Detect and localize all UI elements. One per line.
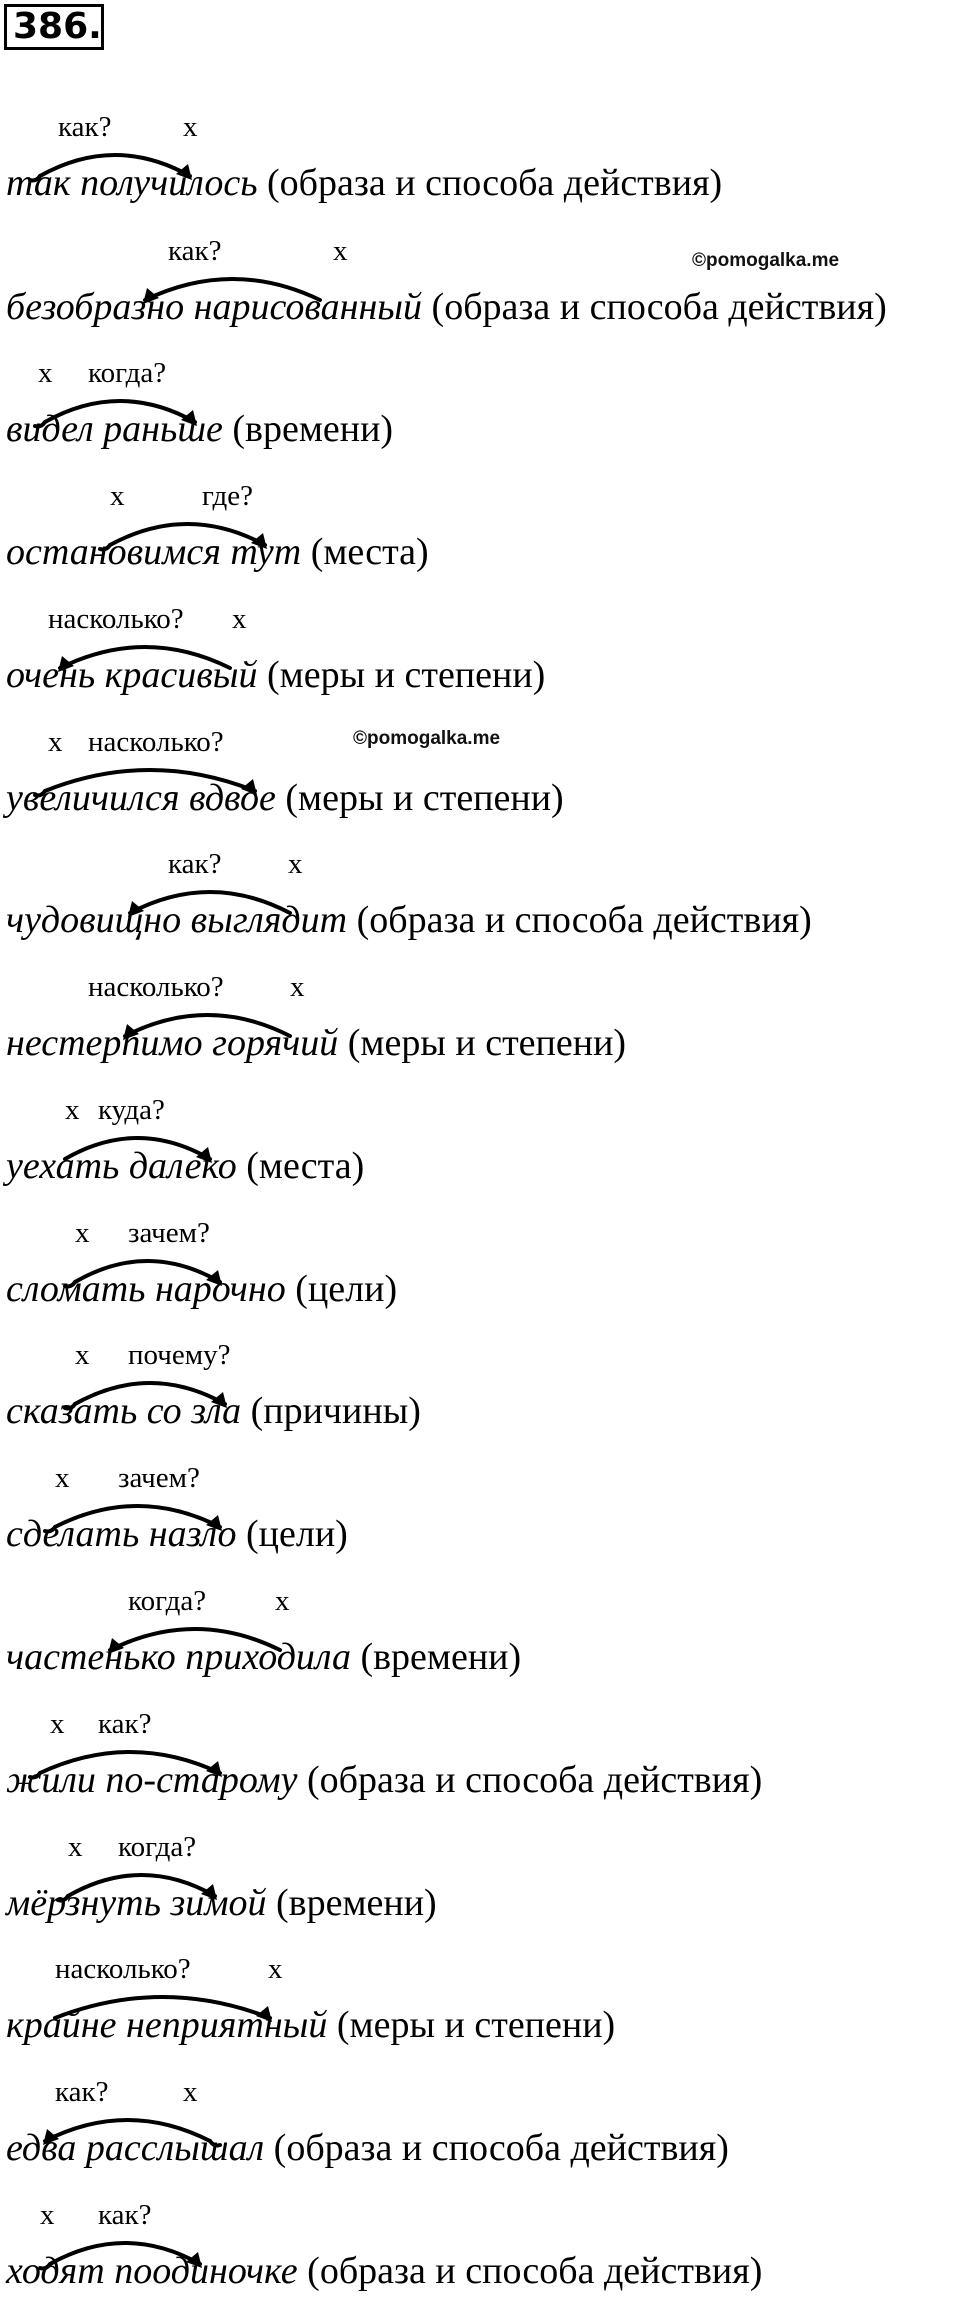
main-word-marker: х bbox=[110, 480, 125, 512]
adverb-category: (времени) bbox=[275, 1882, 437, 1924]
adverb-category: (меры и степени) bbox=[336, 2004, 616, 2046]
main-word-marker: х bbox=[232, 603, 247, 635]
phrase-line bbox=[6, 1632, 521, 1682]
phrase-entry bbox=[0, 1218, 960, 1341]
phrase-line bbox=[6, 895, 812, 945]
word-combination: так получилось bbox=[6, 162, 258, 204]
phrase-entry bbox=[0, 972, 960, 1095]
phrase-line bbox=[6, 1264, 397, 1314]
phrase-line bbox=[6, 2123, 729, 2173]
word-combination: уехать далеко bbox=[6, 1145, 237, 1187]
phrase-line bbox=[6, 1018, 626, 1068]
adverb-category: (образа и способа действия) bbox=[356, 899, 812, 941]
main-word-marker: х bbox=[55, 1462, 70, 1494]
phrase-entry bbox=[0, 236, 960, 359]
question-label: как? bbox=[168, 235, 222, 267]
phrase-line bbox=[6, 2000, 615, 2050]
question-label: как? bbox=[168, 848, 222, 880]
phrase-entry bbox=[0, 358, 960, 481]
main-word-marker: х bbox=[40, 2199, 55, 2231]
phrase-line bbox=[6, 650, 545, 700]
question-label: зачем? bbox=[118, 1462, 200, 1494]
question-label: как? bbox=[58, 111, 112, 143]
phrase-entry bbox=[0, 604, 960, 727]
word-combination: безобразно нарисованный bbox=[6, 286, 423, 328]
phrase-line bbox=[6, 1141, 364, 1191]
word-combination: частенько приходила bbox=[6, 1636, 351, 1678]
question-label: насколько? bbox=[48, 603, 184, 635]
phrase-entry bbox=[0, 112, 960, 235]
phrase-line bbox=[6, 1755, 762, 1805]
adverb-category: (времени) bbox=[232, 408, 394, 450]
main-word-marker: х bbox=[50, 1708, 65, 1740]
question-label: где? bbox=[202, 480, 253, 512]
word-combination: сделать назло bbox=[6, 1513, 237, 1555]
question-label: когда? bbox=[88, 357, 167, 389]
main-word-marker: х bbox=[183, 111, 198, 143]
phrase-line bbox=[6, 2246, 762, 2296]
word-combination: нестерпимо горячий bbox=[6, 1022, 339, 1064]
adverb-category: (образа и способа действия) bbox=[273, 2127, 729, 2169]
phrase-line bbox=[6, 527, 429, 577]
main-word-marker: х bbox=[68, 1831, 83, 1863]
word-combination: увеличился вдвое bbox=[6, 777, 276, 819]
word-combination: очень красивый bbox=[6, 654, 258, 696]
phrase-line bbox=[6, 1878, 437, 1928]
adverb-category: (образа и способа действия) bbox=[267, 162, 723, 204]
phrase-entry bbox=[0, 1463, 960, 1586]
main-word-marker: х bbox=[275, 1585, 290, 1617]
phrase-line bbox=[6, 282, 887, 332]
question-label: куда? bbox=[98, 1094, 165, 1126]
word-combination: мёрзнуть зимой bbox=[6, 1882, 267, 1924]
phrase-entry bbox=[0, 1832, 960, 1955]
exercise-number: 386. bbox=[4, 4, 104, 50]
question-label: как? bbox=[55, 2076, 109, 2108]
word-combination: едва расслышал bbox=[6, 2127, 265, 2169]
main-word-marker: х bbox=[290, 971, 305, 1003]
adverb-category: (места) bbox=[246, 1145, 365, 1187]
word-combination: сказать со зла bbox=[6, 1390, 242, 1432]
phrase-entry bbox=[0, 727, 960, 850]
question-label: почему? bbox=[128, 1339, 231, 1371]
phrase-entry bbox=[0, 1954, 960, 2077]
adverb-category: (цели) bbox=[295, 1268, 398, 1310]
watermark-top: ©pomogalka.me bbox=[692, 250, 840, 271]
main-word-marker: х bbox=[183, 2076, 198, 2108]
question-label: насколько? bbox=[88, 971, 224, 1003]
watermark-middle: ©pomogalka.me bbox=[353, 728, 501, 749]
phrase-entry bbox=[0, 481, 960, 604]
word-combination: крайне неприятный bbox=[6, 2004, 328, 2046]
main-word-marker: х bbox=[75, 1217, 90, 1249]
main-word-marker: х bbox=[268, 1953, 283, 1985]
word-combination: остановимся тут bbox=[6, 531, 302, 573]
main-word-marker: х bbox=[75, 1339, 90, 1371]
word-combination: сломать нарочно bbox=[6, 1268, 286, 1310]
adverb-category: (меры и степени) bbox=[285, 777, 564, 819]
phrase-line bbox=[6, 158, 722, 208]
phrase-line bbox=[6, 1386, 421, 1436]
phrase-line bbox=[6, 404, 393, 454]
main-word-marker: х bbox=[333, 235, 348, 267]
main-word-marker: х bbox=[38, 357, 53, 389]
question-label: как? bbox=[98, 1708, 152, 1740]
word-combination: жили по-старому bbox=[6, 1759, 298, 1801]
adverb-category: (меры и степени) bbox=[347, 1022, 627, 1064]
phrase-entry bbox=[0, 1340, 960, 1463]
word-combination: чудовищно выглядит bbox=[6, 899, 348, 941]
adverb-category: (причины) bbox=[250, 1390, 421, 1432]
phrase-entry bbox=[0, 2077, 960, 2200]
word-combination: ходят поодиночке bbox=[6, 2250, 298, 2292]
phrase-line bbox=[6, 1509, 348, 1559]
adverb-category: (образа и способа действия) bbox=[307, 1759, 763, 1801]
phrase-entry bbox=[0, 1586, 960, 1709]
adverb-category: (цели) bbox=[246, 1513, 348, 1555]
phrase-entry bbox=[0, 2200, 960, 2323]
adverb-category: (образа и способа действия) bbox=[307, 2250, 763, 2292]
main-word-marker: х bbox=[65, 1094, 80, 1126]
question-label: когда? bbox=[118, 1831, 197, 1863]
word-combination: видел раньше bbox=[6, 408, 223, 450]
question-label: как? bbox=[98, 2199, 152, 2231]
adverb-category: (места) bbox=[310, 531, 429, 573]
phrase-entry bbox=[0, 1095, 960, 1218]
phrase-entry bbox=[0, 1709, 960, 1832]
main-word-marker: х bbox=[48, 726, 63, 758]
phrase-entry bbox=[0, 849, 960, 972]
question-label: насколько? bbox=[55, 1953, 191, 1985]
question-label: зачем? bbox=[128, 1217, 210, 1249]
adverb-category: (времени) bbox=[360, 1636, 522, 1678]
question-label: насколько? bbox=[88, 726, 224, 758]
phrase-line bbox=[6, 773, 564, 823]
question-label: когда? bbox=[128, 1585, 207, 1617]
adverb-category: (меры и степени) bbox=[267, 654, 546, 696]
main-word-marker: х bbox=[288, 848, 303, 880]
adverb-category: (образа и способа действия) bbox=[431, 286, 887, 328]
